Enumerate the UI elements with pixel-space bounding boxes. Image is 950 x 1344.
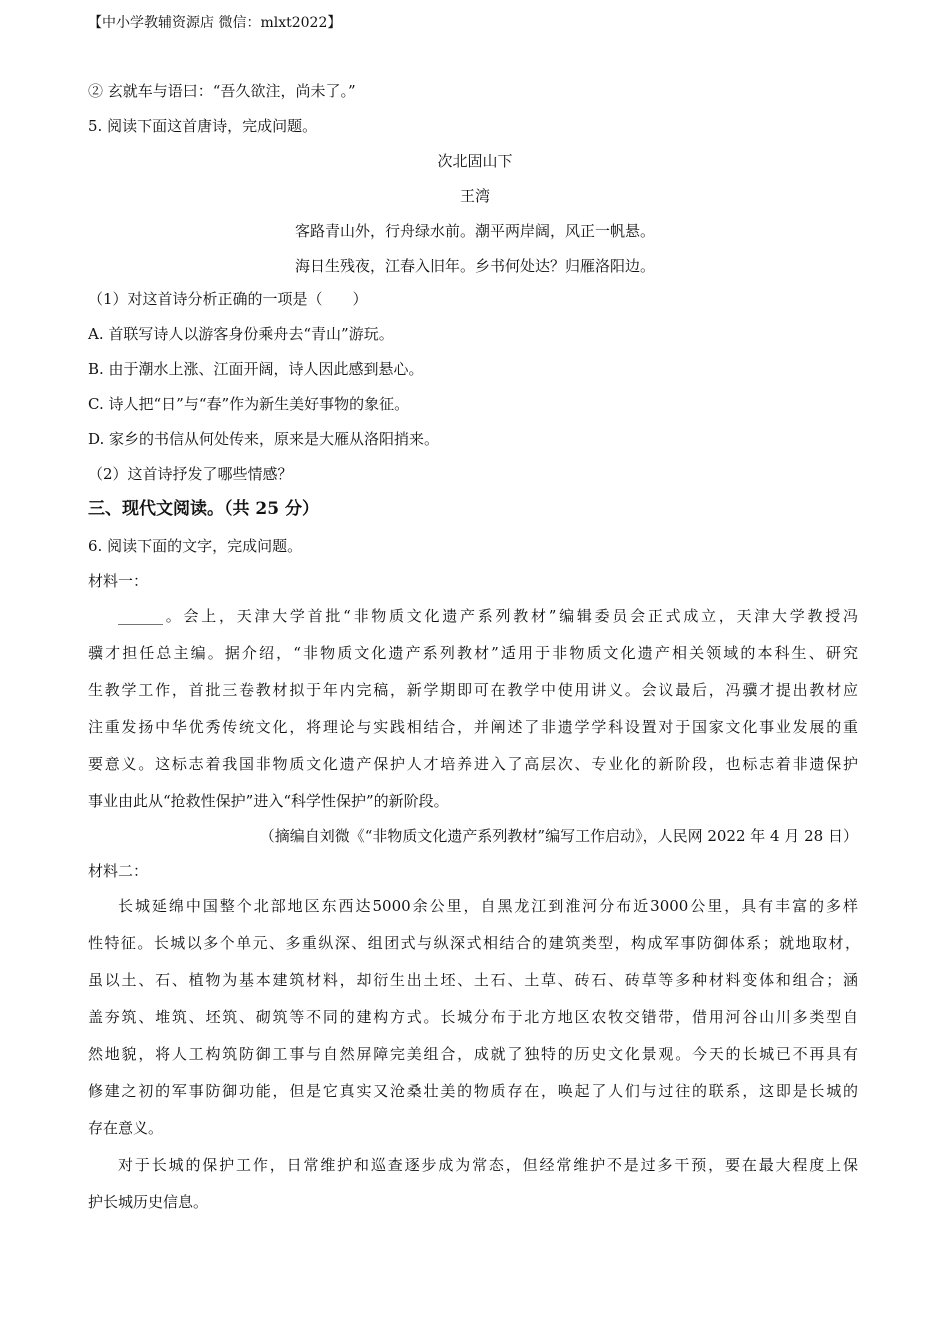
material-1-line: 骥才担任总主编。据介绍，“非物质文化遗产系列教材”适用于非物质文化遗产相关领域的本科生、研究 (88, 644, 858, 662)
poem-line: 客路青山外，行舟绿水前。潮平两岸阔，风正一帆悬。 (294, 222, 655, 240)
q5-stem: 5. 阅读下面这首唐诗，完成问题。 (88, 117, 318, 135)
material-1-line: 事业由此从“抢救性保护”进入“科学性保护”的新阶段。 (88, 792, 449, 810)
q5-sub2: （2）这首诗抒发了哪些情感？ (88, 465, 293, 483)
page-header: 【中小学教辅资源店 微信：mlxt2022】 (88, 15, 342, 31)
section-heading: 三、现代文阅读。（共 25 分） (88, 499, 319, 519)
material-2-line: 性特征。长城以多个单元、多重纵深、组团式与纵深式相结合的建筑类型，构成军事防御体系；就地取材， (88, 934, 860, 952)
material-2-line: 修建之初的军事防御功能，但是它真实又沧桑壮美的物质存在，唤起了人们与过往的联系，这即是长城的 (88, 1082, 858, 1100)
poem-title: 次北固山下 (437, 152, 513, 170)
poem-line: 海日生残夜，江春入旧年。乡书何处达？归雁洛阳边。 (294, 257, 655, 275)
option-d: D. 家乡的书信从何处传来，原来是大雁从洛阳捎来。 (88, 430, 440, 448)
material-1-line: 生教学工作，首批三卷教材拟于年内完稿，新学期即可在教学中使用讲义。会议最后，冯骥才提出教材应 (88, 681, 858, 699)
option-b: B. 由于潮水上涨、江面开阔，诗人因此感到悬心。 (88, 360, 424, 378)
material-1-line: 要意义。这标志着我国非物质文化遗产保护人才培养进入了高层次、专业化的新阶段，也标志着非遗保护 (88, 755, 858, 773)
material-2-line: 长城延绵中国整个北部地区东西达5000余公里，自黑龙江到淮河分布近3000公里，具有丰富的多样 (118, 897, 858, 915)
material-1-source: （摘编自刘微《“非物质文化遗产系列教材”编写工作启动》，人民网 2022 年 4 月 28 日） (259, 827, 858, 845)
poem-author: 王湾 (459, 187, 490, 205)
material-1-line: 注重发扬中华优秀传统文化，将理论与实践相结合，并阐述了非遗学学科设置对于国家文化事业发展的重 (88, 718, 858, 736)
q6-stem: 6. 阅读下面的文字，完成问题。 (88, 537, 303, 555)
option-c: C. 诗人把“日”与“春”作为新生美好事物的象征。 (88, 395, 410, 413)
material-2-line: 虽以土、石、植物为基本建筑材料，却衍生出土坯、土石、土草、砖石、砖草等多种材料变体和组合；涵 (88, 971, 858, 989)
material-2-line: 然地貌，将人工构筑防御工事与自然屏障完美组合，成就了独特的历史文化景观。今天的长城已不再具有 (88, 1045, 858, 1063)
material-2-line: 存在意义。 (88, 1119, 164, 1137)
material-2-line: 盖夯筑、堆筑、坯筑、砌筑等不同的建构方式。长城分布于北方地区农牧交错带，借用河谷山川多类型自 (88, 1008, 858, 1026)
q4-item-2: ② 玄就车与语曰：“吾久欲注，尚未了。” (88, 82, 356, 100)
q5-sub1: （1）对这首诗分析正确的一项是（ ） (88, 290, 368, 308)
material-2-line: 护长城历史信息。 (88, 1193, 209, 1211)
material-2-label: 材料二： (88, 862, 149, 880)
material-1-label: 材料一： (88, 572, 149, 590)
option-a: A. 首联写诗人以游客身份乘舟去“青山”游玩。 (88, 325, 394, 343)
material-2-line: 对于长城的保护工作，日常维护和巡查逐步成为常态，但经常维护不是过多干预，要在最大程度上保 (118, 1156, 858, 1174)
material-1-line: ______。会上，天津大学首批“非物质文化遗产系列教材”编辑委员会正式成立，天津大学教授冯 (118, 607, 858, 625)
